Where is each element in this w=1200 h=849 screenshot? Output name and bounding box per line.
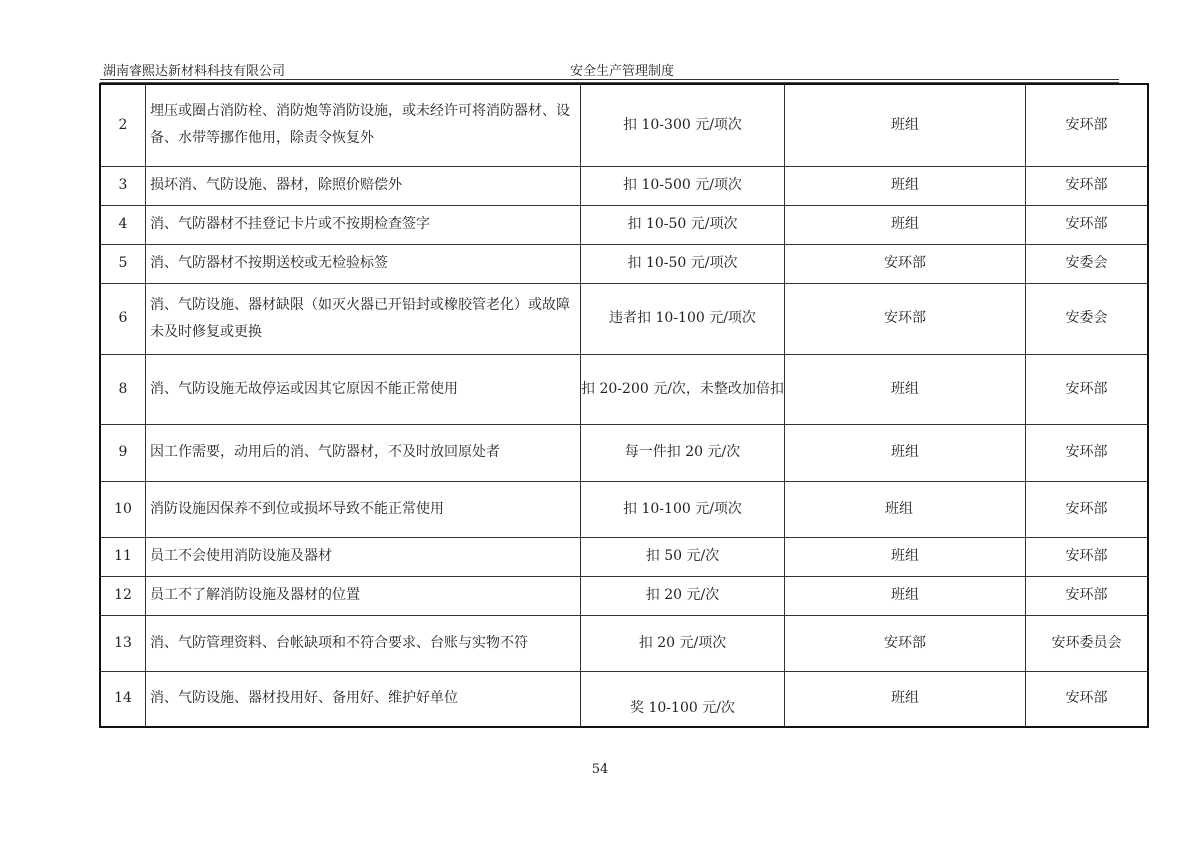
page-number: 54: [591, 762, 609, 777]
checking-unit: 安环部: [1026, 166, 1149, 205]
violation-description: 因工作需要，动用后的消、气防器材，不及时放回原处者: [146, 424, 581, 481]
penalty-amount: 每一件扣 20 元/次: [581, 424, 785, 481]
violation-description: 消、气防设施、器材缺限（如灭火器已开铅封或橡胶管老化）或故障未及时修复或更换: [146, 283, 581, 354]
executing-unit: 班组: [785, 166, 1026, 205]
violation-description: 消、气防器材不挂登记卡片或不按期检查签字: [146, 205, 581, 244]
penalty-amount: 扣 10-50 元/项次: [581, 244, 785, 283]
penalty-amount: 扣 10-500 元/项次: [581, 166, 785, 205]
violation-description: 消、气防管理资料、台帐缺项和不符合要求、台账与实物不符: [146, 615, 581, 671]
checking-unit: 安环部: [1026, 537, 1149, 576]
table-row: [100, 576, 1148, 615]
executing-unit: 安环部: [785, 615, 1026, 671]
violation-description: 消、气防设施、器材投用好、备用好、维护好单位: [146, 671, 581, 727]
violation-description: 消、气防器材不按期送校或无检验标签: [146, 244, 581, 283]
table-row: [100, 84, 1148, 166]
violation-description: 埋压或圈占消防栓、消防炮等消防设施，或未经许可将消防器材、设备、水带等挪作他用，除责令恢复外: [146, 84, 581, 166]
company-name: 湖南睿熙达新材料科技有限公司: [103, 64, 286, 79]
row-number: 11: [100, 537, 146, 576]
header-rule: [100, 79, 1119, 80]
executing-unit: 安环部: [785, 244, 1026, 283]
executing-unit: 安环部: [785, 283, 1026, 354]
checking-unit: 安环部: [1026, 671, 1149, 727]
executing-unit: 班组: [785, 481, 1026, 537]
executing-unit: 班组: [785, 671, 1026, 727]
table-row: [100, 537, 1148, 576]
penalty-amount: 奖 10-100 元/次: [581, 671, 785, 727]
violation-description: 消、气防设施无故停运或因其它原因不能正常使用: [146, 354, 581, 424]
penalty-amount: 扣 20 元/项次: [581, 615, 785, 671]
violation-description: 损坏消、气防设施、器材，除照价赔偿外: [146, 166, 581, 205]
row-number: 9: [100, 424, 146, 481]
executing-unit: 班组: [785, 537, 1026, 576]
executing-unit: 班组: [785, 205, 1026, 244]
row-number: 12: [100, 576, 146, 615]
row-number: 14: [100, 671, 146, 727]
row-number: 8: [100, 354, 146, 424]
penalty-amount: 扣 50 元/次: [581, 537, 785, 576]
row-number: 4: [100, 205, 146, 244]
executing-unit: 班组: [785, 354, 1026, 424]
penalty-amount: 扣 20-200 元/次，未整改加倍扣: [581, 354, 785, 424]
checking-unit: 安环委员会: [1026, 615, 1149, 671]
violation-description: 员工不会使用消防设施及器材: [146, 537, 581, 576]
table-row: [100, 481, 1148, 537]
row-number: 10: [100, 481, 146, 537]
row-number: 5: [100, 244, 146, 283]
penalty-table: [99, 83, 1149, 728]
row-number: 13: [100, 615, 146, 671]
table-row: [100, 615, 1148, 671]
penalty-amount: 扣 10-100 元/项次: [581, 481, 785, 537]
penalty-amount: 扣 20 元/次: [581, 576, 785, 615]
row-number: 2: [100, 84, 146, 166]
table-row: [100, 244, 1148, 283]
row-number: 6: [100, 283, 146, 354]
table-row: [100, 424, 1148, 481]
checking-unit: 安环部: [1026, 354, 1149, 424]
executing-unit: 班组: [785, 84, 1026, 166]
penalty-amount: 扣 10-50 元/项次: [581, 205, 785, 244]
violation-description: 员工不了解消防设施及器材的位置: [146, 576, 581, 615]
executing-unit: 班组: [785, 576, 1026, 615]
penalty-amount: 违者扣 10-100 元/项次: [581, 283, 785, 354]
table-row: [100, 166, 1148, 205]
executing-unit: 班组: [785, 424, 1026, 481]
checking-unit: 安环部: [1026, 205, 1149, 244]
row-number: 3: [100, 166, 146, 205]
checking-unit: 安委会: [1026, 244, 1149, 283]
checking-unit: 安环部: [1026, 424, 1149, 481]
checking-unit: 安环部: [1026, 84, 1149, 166]
table-row: [100, 283, 1148, 354]
table-row: [100, 671, 1148, 727]
checking-unit: 安委会: [1026, 283, 1149, 354]
table-row: [100, 205, 1148, 244]
checking-unit: 安环部: [1026, 576, 1149, 615]
violation-description: 消防设施因保养不到位或损坏导致不能正常使用: [146, 481, 581, 537]
document-title: 安全生产管理制度: [570, 64, 675, 79]
checking-unit: 安环部: [1026, 481, 1149, 537]
penalty-amount: 扣 10-300 元/项次: [581, 84, 785, 166]
table-row: [100, 354, 1148, 424]
